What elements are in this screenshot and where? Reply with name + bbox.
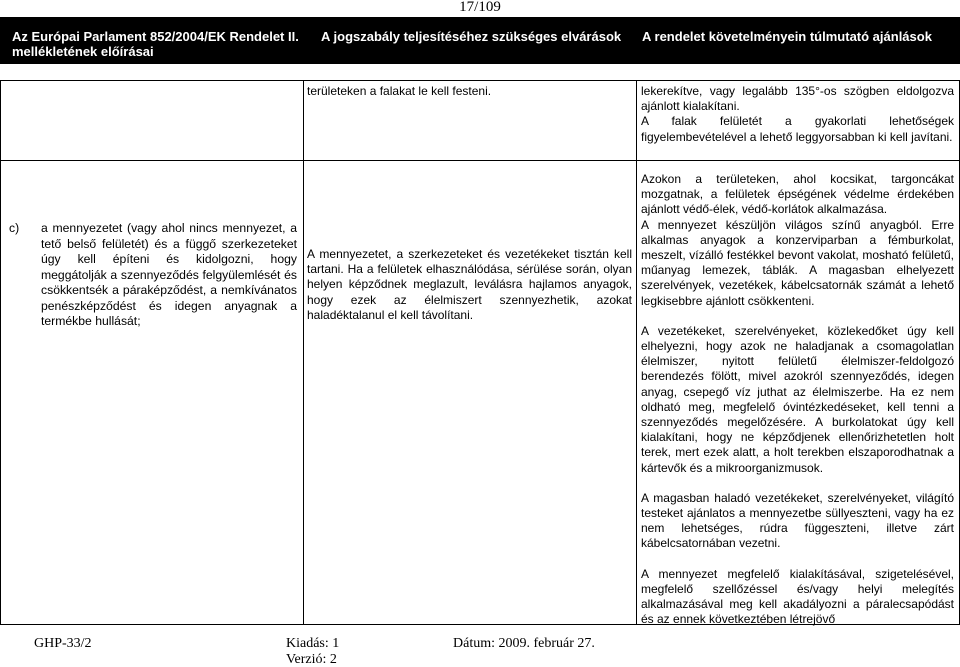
row2-requirement-text: A mennyezetet, a szerkezeteket és vezetékeket tisztán kell tartani. Ha a felületek elhasználódása, sérülése során, olyan helyen képződnek meglazult, leválásra hajlamos anyagok, hogy ezek az élelmiszert szennyezhetik, azokat haladéktalanul el kell távolítani. <box>307 247 632 322</box>
footer-date: Dátum: 2009. február 27. <box>453 636 595 651</box>
column-divider-2 <box>636 80 637 625</box>
header-col-requirements: A jogszabály teljesítéséhez szükséges elvárások <box>321 29 622 44</box>
regulation-criterion-c <box>9 221 297 330</box>
row2-recommendations <box>641 172 954 627</box>
recommendation-paragraph: Azokon a területeken, ahol kocsikat, targoncákat mozgatnak, a felületek épségének védelme érdekében ajánlott védő-élek, védő-korlátok alkalmazása. <box>641 172 954 217</box>
header-col-regulation: Az Európai Parlament 852/2004/EK Rendelet II. mellékletének előírásai <box>12 29 299 59</box>
page-number: 17/109 <box>459 0 501 15</box>
page-footer <box>0 636 960 667</box>
footer-edition: Kiadás: 1 <box>286 636 340 651</box>
recommendation-paragraph: A mennyezet megfelelő kialakításával, szigetelésével, megfelelő szellőzéssel és/vagy helyi melegítés alkalmazásával meg kell akadályozni a páralecsapódást és az ennek következtében létrejövő <box>641 566 954 627</box>
recommendation-paragraph: A mennyezet készüljön világos színű anyagból. Erre alkalmas anyagok a konzerviparban a fémburkolat, meszelt, vízálló festékkel bevont vakolat, mosható felületű, műanyag lemezek, táblák. A magasban elhelyezett szerelvények, vezetékek, kábelcsatornák számát a lehető legkisebbre ajánlott csökkenteni. <box>641 217 954 308</box>
row1-requirement-text: területeken a falakat le kell festeni. <box>307 84 492 98</box>
row-divider <box>0 160 960 161</box>
criterion-label: c) <box>9 221 20 235</box>
header-col-recommendations: A rendelet követelményein túlmutató ajánlások <box>642 29 932 44</box>
footer-version: Verzió: 2 <box>286 652 337 667</box>
row1-recommendation <box>641 84 954 145</box>
row1-recommendation-line: A falak felületét a gyakorlati lehetőségek figyelembevételével a lehető leggyorsabban ki kell javítani. <box>641 114 954 144</box>
recommendation-paragraph: A vezetékeket, szerelvényeket, közlekedőket úgy kell elhelyezni, hogy azok ne haladjanak a csomagolatlan élelmiszer, nyitott felületű élelmiszer-feldolgozó berendezés fölött, mivel azokról szennyeződés, idegen anyag, csepegő víz juthat az élelmiszerbe. Ha ez nem oldható meg, megfelelő óvintézkedéseket, kell tenni a szennyeződés megelőzésére. A burkolatokat úgy kell kialakítani, hogy ne képződjenek ellenőrizhetetlen holt terek, mert ezek alatt, a holt terekben elszaporodhatnak a kártevők és a mikroorganizmusok. <box>641 323 954 475</box>
criterion-text: a mennyezetet (vagy ahol nincs mennyezet, a tető belső felületét) és a függő szerkezeteket úgy kell építeni és kidolgozni, hogy meggátolják a szennyeződés felgyülemlését és csökkentsék a páraképződést, a nemkívánatos penészképződést és idegen anyagnak a termékbe hullását; <box>41 221 297 328</box>
recommendation-paragraph: A magasban haladó vezetékeket, szerelvényeket, világító testeket ajánlatos a mennyezetbe süllyeszteni, vagy ha ez nem lehetséges, rúdra függeszteni, illetve zárt kábelcsatornában vezetni. <box>641 490 954 551</box>
column-divider-1 <box>303 80 304 625</box>
row1-recommendation-line: lekerekítve, vagy legalább 135°-os szögben eldolgozva ajánlott kialakítani. <box>641 84 954 114</box>
table-left-border <box>0 80 1 625</box>
table-top-border <box>0 80 960 81</box>
footer-document-id: GHP-33/2 <box>34 636 92 651</box>
table-header <box>0 17 960 64</box>
